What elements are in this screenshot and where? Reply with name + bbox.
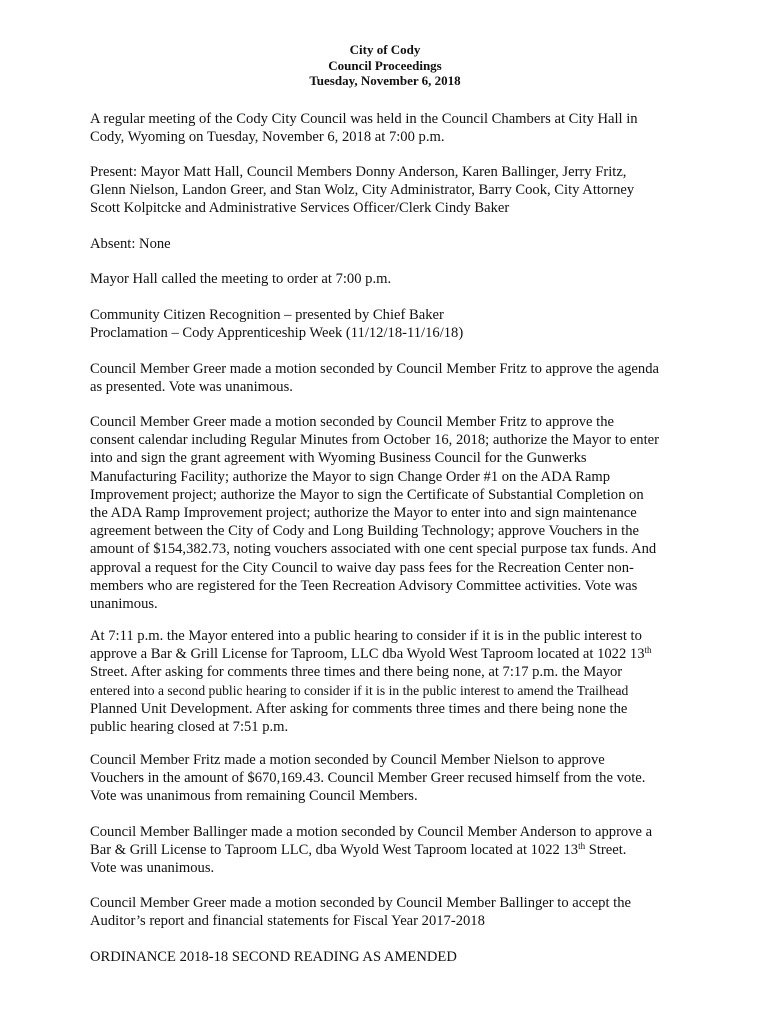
intro-paragraph (90, 110, 690, 146)
recognition-paragraph (90, 306, 690, 342)
consent-calendar-paragraph (90, 413, 690, 613)
text-line: Improvement project; authorize the Mayor to sign the Certificate of Substantial Completion on (90, 486, 644, 503)
text-line: At 7:11 p.m. the Mayor entered into a public hearing to consider if it is in the public interest to (90, 628, 642, 644)
present-paragraph (90, 163, 690, 218)
text-line: unanimous. (90, 596, 158, 613)
text-line: Council Member Greer made a motion seconded by Council Member Fritz to approve the (90, 414, 615, 430)
agenda-motion-paragraph (90, 360, 690, 396)
text-line: Present: Mayor Matt Hall, Council Members Donny Anderson, Karen Ballinger, Jerry Fritz, (90, 164, 627, 180)
text-line (90, 645, 690, 663)
text-line: Council Member Greer made a motion seconded by Council Member Fritz to approve the agenda (90, 361, 659, 377)
document-header (0, 42, 770, 89)
absent-paragraph (90, 235, 690, 253)
text-line: the ADA Ramp Improvement project; authorize the Mayor to enter into and sign maintenance (90, 505, 637, 522)
text-line: ORDINANCE 2018-18 SECOND READING AS AMENDED (90, 949, 457, 965)
text-line: Street. After asking for comments three times and there being none, at 7:17 p.m. the Mayor (90, 664, 623, 681)
text-segment: Street. (585, 842, 627, 859)
header-date: Tuesday, November 6, 2018 (309, 73, 461, 88)
text-line: as presented. Vote was unanimous. (90, 379, 293, 396)
public-hearing-paragraph (90, 627, 690, 736)
ordinance-heading (90, 948, 690, 966)
license-motion-paragraph (90, 823, 690, 878)
ordinal-suffix: th (578, 841, 586, 852)
text-line: public hearing closed at 7:51 p.m. (90, 719, 289, 736)
text-line: Council Member Greer made a motion seconded by Council Member Ballinger to accept the (90, 895, 632, 911)
text-line: entered into a second public hearing to consider if it is in the public interest to amend the Trailhead (90, 682, 629, 698)
text-line: Absent: None (90, 236, 171, 252)
text-segment: Bar & Grill License to Taproom LLC, dba Wyold West Taproom located at 1022 13 (90, 842, 579, 859)
text-line: amount of $154,382.73, noting vouchers associated with one cent special purpose tax funds. And (90, 541, 657, 558)
text-line: into and sign the grant agreement with Wyoming Business Council for the Gunwerks (90, 450, 587, 467)
text-line: Council Member Ballinger made a motion seconded by Council Member Anderson to approve a (90, 824, 653, 840)
text-line: Auditor’s report and financial statements for Fiscal Year 2017-2018 (90, 913, 485, 930)
text-line: approval a request for the City Council to waive day pass fees for the Recreation Center non- (90, 559, 634, 576)
text-line: A regular meeting of the Cody City Council was held in the Council Chambers at City Hall in (90, 111, 638, 127)
text-line: Council Member Fritz made a motion seconded by Council Member Nielson to approve (90, 752, 605, 768)
text-line: Proclamation – Cody Apprenticeship Week (11/12/18-11/16/18) (90, 325, 464, 342)
text-line: Mayor Hall called the meeting to order at 7:00 p.m. (90, 271, 392, 287)
ordinal-suffix: th (644, 645, 652, 656)
text-line: agreement between the City of Cody and Long Building Technology; approve Vouchers in the (90, 523, 639, 540)
vouchers-motion-paragraph (90, 751, 690, 806)
text-line: Community Citizen Recognition – presented by Chief Baker (90, 307, 444, 323)
text-line: Vote was unanimous. (90, 860, 215, 877)
header-title: Council Proceedings (328, 57, 442, 73)
auditor-motion-paragraph (90, 894, 690, 930)
text-line: Glenn Nielson, Landon Greer, and Stan Wolz, City Administrator, Barry Cook, City Attorney (90, 182, 635, 199)
header-city: City of Cody (349, 42, 421, 57)
text-line: Vote was unanimous from remaining Council Members. (90, 788, 418, 805)
text-line: Vouchers in the amount of $670,169.43. Council Member Greer recused himself from the vote. (90, 770, 646, 787)
text-line: Planned Unit Development. After asking for comments three times and there being none the (90, 700, 628, 717)
text-line: Cody, Wyoming on Tuesday, November 6, 2018 at 7:00 p.m. (90, 129, 445, 146)
text-line: members who are registered for the Teen Recreation Advisory Committee activities. Vote was (90, 577, 638, 594)
text-line (90, 841, 690, 859)
text-segment: approve a Bar & Grill License for Taproom, LLC dba Wyold West Taproom located at 1022 13 (90, 646, 645, 663)
text-line: Manufacturing Facility; authorize the Mayor to sign Change Order #1 on the ADA Ramp (90, 468, 610, 485)
text-line: Scott Kolpitcke and Administrative Services Officer/Clerk Cindy Baker (90, 200, 510, 217)
call-to-order-paragraph (90, 270, 690, 288)
text-line: consent calendar including Regular Minutes from October 16, 2018; authorize the Mayor to enter (90, 432, 659, 449)
